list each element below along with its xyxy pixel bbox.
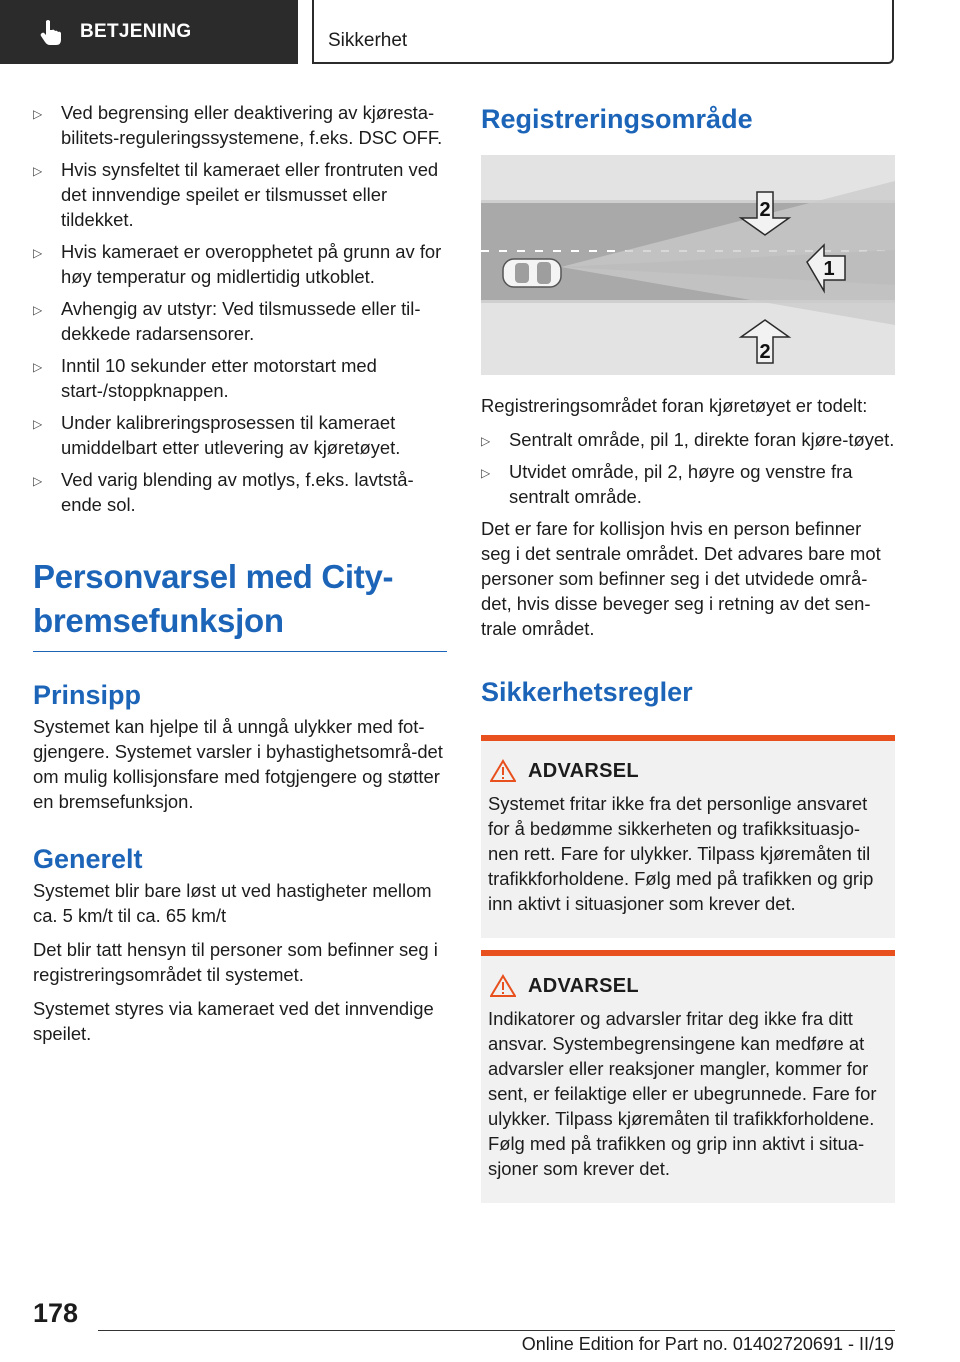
section-heading-detection-area: Registreringsområde: [481, 104, 753, 134]
section-heading-general: Generelt: [33, 844, 143, 874]
detection-intro: Registreringsområdet foran kjøretøyet er todelt:: [481, 395, 868, 416]
warning-title: ADVARSEL: [528, 974, 639, 997]
vehicle-icon: [503, 259, 561, 287]
header-section-tab: [0, 0, 298, 64]
list-item: ▷ Ved begrensing eller deaktivering av kjøresta‐bilitets-reguleringssystemene, f.eks. DSC OFF.: [33, 102, 443, 148]
list-item: ▷ Inntil 10 sekunder etter motorstart med start-/stoppknappen.: [33, 355, 377, 401]
warning-triangle-icon: [490, 759, 516, 783]
warning-box: [481, 735, 895, 938]
section-heading-safety-rules: Sikkerhetsregler: [481, 677, 693, 707]
footer-rule: [98, 1330, 895, 1331]
chapter-title-rule: [33, 651, 447, 652]
list-item: ▷ Ved varig blending av motlys, f.eks. lavtstå‐ende sol.: [33, 469, 414, 515]
warning-text: Systemet fritar ikke fra det personlige ansvaret for å bedømme sikkerheten og trafikksituasjo‐nen rett. Fare for ulykker. Tilpass kjøremåten til trafikkforholdene. Følg med på trafikken og grip inn aktivt i situasjoner som krever det.: [488, 793, 874, 914]
triangle-bullet-icon: ▷: [481, 466, 491, 480]
general-paragraph: Systemet blir bare løst ut ved hastigheter mellom ca. 5 km/t til ca. 65 km/t: [33, 880, 432, 926]
right-column: [481, 100, 895, 1203]
warning-text: Indikatorer og advarsler fritar deg ikke fra ditt ansvar. Systembegrensingene kan medføre at advarsler eller reaksjoner mangler, kommer for sent, er feilaktige eller er ubegrunnede. Fare for ulykker. Tilpass kjøremåten til trafikkforholdene. Følg med på trafikken og grip inn aktivt i situa‐sjoner som krever det.: [488, 1008, 877, 1179]
section-heading-principle: Prinsipp: [33, 680, 142, 710]
header-topic-box: [312, 0, 894, 64]
warning-box: [481, 950, 895, 1203]
list-item: ▷ Sentralt område, pil 1, direkte foran kjøre‐tøyet.: [481, 427, 895, 452]
triangle-bullet-icon: ▷: [33, 107, 43, 121]
left-column: [33, 100, 447, 1055]
page-number: 178: [33, 1298, 79, 1328]
warning-triangle-icon: [490, 974, 516, 998]
list-item: ▷ Hvis kameraet er overopphetet på grunn av for høy temperatur og midlertidig utkoblet.: [33, 241, 442, 287]
list-item: ▷ Utvidet område, pil 2, høyre og venstre fra sentralt område.: [481, 461, 853, 507]
general-paragraph: Det blir tatt hensyn til personer som befinner seg i registreringsområdet til systemet.: [33, 939, 438, 985]
principle-paragraph: Systemet kan hjelpe til å unngå ulykker med fot‐gjengere. Systemet varsler i byhastighetsområ‐det om mulig kollisjonsfare med fotgjengere og støtter en bremsefunksjon.: [33, 716, 443, 812]
warning-title: ADVARSEL: [528, 759, 639, 782]
header-topic-label: Sikkerhet: [328, 30, 408, 51]
triangle-bullet-icon: ▷: [33, 246, 43, 260]
triangle-bullet-icon: ▷: [33, 303, 43, 317]
triangle-bullet-icon: ▷: [33, 417, 43, 431]
collision-paragraph: Det er fare for kollisjon hvis en person befinner seg i det sentrale området. Det advares bare mot personer som befinner seg i det utvidede områ‐det, hvis disse beveger seg i retning av det sen‐trale området.: [481, 518, 881, 639]
general-paragraph: Systemet styres via kameraet ved det innvendige speilet.: [33, 998, 434, 1044]
svg-text:2: 2: [759, 341, 771, 363]
pointing-hand-icon: [36, 17, 66, 47]
svg-text:1: 1: [823, 258, 835, 280]
footer-edition: Online Edition for Part no. 01402720691 - II/19: [521, 1334, 894, 1354]
triangle-bullet-icon: ▷: [33, 474, 43, 488]
list-item: ▷ Avhengig av utstyr: Ved tilsmussede eller til‐dekkede radarsensorer.: [33, 298, 421, 344]
detection-area-list: [481, 427, 895, 509]
chapter-title: Personvarsel med City-bremsefunksjon: [33, 558, 394, 639]
limitations-list: [33, 100, 447, 517]
triangle-bullet-icon: ▷: [33, 164, 43, 178]
triangle-bullet-icon: ▷: [481, 434, 491, 448]
header-section-label: BETJENING: [80, 21, 192, 42]
list-item: ▷ Hvis synsfeltet til kameraet eller frontruten ved det innvendige speilet er tilsmusset eller tildekket.: [33, 159, 439, 230]
detection-area-figure: [481, 155, 895, 375]
list-item: ▷ Under kalibreringsprosessen til kameraet umiddelbart etter utlevering av kjøretøyet.: [33, 412, 401, 458]
triangle-bullet-icon: ▷: [33, 360, 43, 374]
svg-text:2: 2: [759, 199, 771, 221]
